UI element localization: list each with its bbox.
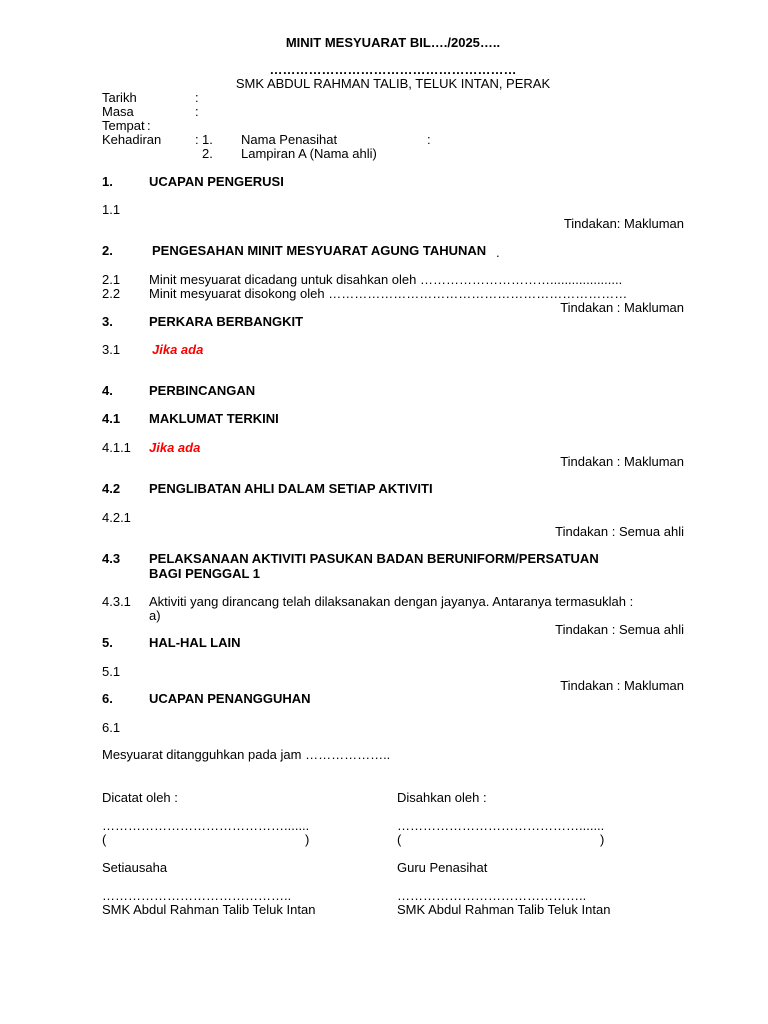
section-4-3-1-text: Aktiviti yang dirancang telah dilaksanakan dengan jayanya. Antaranya termasuklah : — [149, 594, 634, 609]
section-4-1-1-number: 4.1.1 — [102, 440, 131, 455]
section-4-1-number: 4.1 — [102, 411, 121, 426]
section-2-2-text: Minit mesyuarat disokong oleh …………………………………………………………… — [149, 286, 628, 301]
section-4-3-number: 4.3 — [102, 551, 121, 566]
section-3-1-number: 3.1 — [102, 342, 121, 357]
approved-by-signature-line: ……………………………………....... — [397, 818, 605, 833]
section-1-title: UCAPAN PENGERUSI — [149, 174, 284, 189]
section-6-title: UCAPAN PENANGGUHAN — [149, 691, 311, 706]
section-3-number: 3. — [102, 314, 113, 329]
adjournment-text: Mesyuarat ditangguhkan pada jam ……………….. — [102, 747, 391, 762]
kehadiran-item1-colon: : — [427, 132, 431, 147]
secretary-dots: …………………………………….. — [102, 888, 292, 903]
approved-by-label: Disahkan oleh : — [397, 790, 487, 805]
section-4-3-action: Tindakan : Semua ahli — [555, 622, 684, 637]
section-4-3-title-line1: PELAKSANAAN AKTIVITI PASUKAN BADAN BERUNIFORM/PERSATUAN — [149, 551, 599, 566]
kehadiran-item2-num: 2. — [202, 146, 213, 161]
section-5-action: Tindakan : Makluman — [560, 678, 684, 693]
section-4-3-1-number: 4.3.1 — [102, 594, 131, 609]
tempat-label: Tempat — [102, 118, 145, 133]
section-6-number: 6. — [102, 691, 113, 706]
kehadiran-item1-num: 1. — [202, 132, 213, 147]
section-1-action: Tindakan: Makluman — [563, 216, 684, 231]
section-4-2-1-number: 4.2.1 — [102, 510, 131, 525]
advisor-role: Guru Penasihat — [397, 860, 488, 875]
recorded-by-signature-line: ……………………………………....... — [102, 818, 310, 833]
section-5-title: HAL-HAL LAIN — [149, 635, 241, 650]
section-4-3-1-item-a: a) — [149, 608, 161, 623]
kehadiran-item1-text: Nama Penasihat — [241, 132, 338, 147]
section-4-2-action: Tindakan : Semua ahli — [555, 524, 684, 539]
approved-by-paren-open: ( — [397, 832, 402, 847]
section-4-1-action: Tindakan : Makluman — [560, 454, 684, 469]
section-4-2-title: PENGLIBATAN AHLI DALAM SETIAP AKTIVITI — [149, 481, 433, 496]
section-4-title: PERBINCANGAN — [149, 383, 256, 398]
recorded-by-label: Dicatat oleh : — [102, 790, 178, 805]
section-4-2-number: 4.2 — [102, 481, 121, 496]
section-2-1-number: 2.1 — [102, 272, 121, 287]
section-3-1-note: Jika ada — [152, 342, 204, 357]
section-4-1-1-note: Jika ada — [149, 440, 201, 455]
section-2-action: Tindakan : Makluman — [560, 300, 684, 315]
approved-by-paren-close: ) — [600, 832, 605, 847]
tarikh-colon: : — [195, 90, 199, 105]
secretary-role: Setiausaha — [102, 860, 168, 875]
document-title: MINIT MESYUARAT BIL…./2025….. — [285, 35, 501, 50]
section-1-1-number: 1.1 — [102, 202, 121, 217]
kehadiran-label: Kehadiran — [102, 132, 162, 147]
tarikh-label: Tarikh — [102, 90, 137, 105]
section-5-1-number: 5.1 — [102, 664, 121, 679]
section-2-2-number: 2.2 — [102, 286, 121, 301]
section-2-number: 2. — [102, 243, 113, 258]
section-4-number: 4. — [102, 383, 113, 398]
section-2-title: PENGESAHAN MINIT MESYUARAT AGUNG TAHUNAN — [152, 243, 487, 258]
section-2-1-text: Minit mesyuarat dicadang untuk disahkan oleh ………………………….................... — [149, 272, 623, 287]
school-name: SMK ABDUL RAHMAN TALIB, TELUK INTAN, PERAK — [235, 76, 551, 91]
advisor-school: SMK Abdul Rahman Talib Teluk Intan — [397, 902, 611, 917]
masa-label: Masa — [102, 104, 134, 119]
recorded-by-paren-close: ) — [305, 832, 310, 847]
section-4-3-title-line2: BAGI PENGGAL 1 — [149, 566, 261, 581]
section-6-1-number: 6.1 — [102, 720, 121, 735]
tempat-colon: : — [147, 118, 151, 133]
kehadiran-item2-text: Lampiran A (Nama ahli) — [241, 146, 377, 161]
masa-colon: : — [195, 104, 199, 119]
title-dots: ………………………………………………… — [269, 62, 517, 77]
advisor-dots: …………………………………….. — [397, 888, 587, 903]
recorded-by-paren-open: ( — [102, 832, 107, 847]
kehadiran-colon: : — [195, 132, 199, 147]
section-2-mark: . — [496, 245, 500, 260]
section-4-1-title: MAKLUMAT TERKINI — [149, 411, 279, 426]
section-1-number: 1. — [102, 174, 113, 189]
section-5-number: 5. — [102, 635, 113, 650]
section-3-title: PERKARA BERBANGKIT — [149, 314, 304, 329]
secretary-school: SMK Abdul Rahman Talib Teluk Intan — [102, 902, 316, 917]
